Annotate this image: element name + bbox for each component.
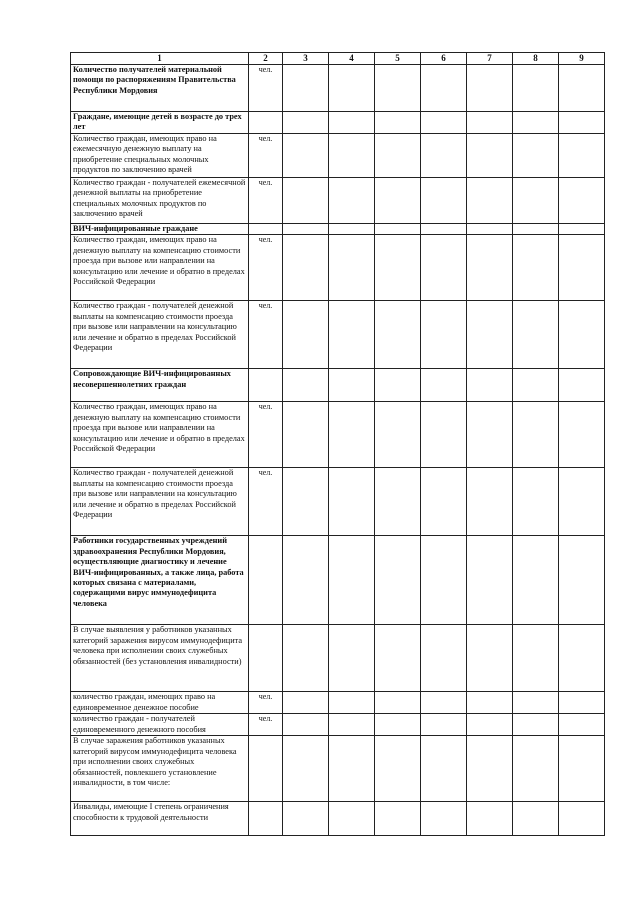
value-cell-col-6 bbox=[421, 692, 467, 714]
value-cell-col-3 bbox=[283, 112, 329, 134]
unit-cell bbox=[249, 736, 283, 802]
value-cell-col-9 bbox=[559, 692, 605, 714]
column-header-7: 7 bbox=[467, 53, 513, 65]
value-cell-col-8 bbox=[513, 65, 559, 112]
column-header-4: 4 bbox=[329, 53, 375, 65]
value-cell-col-4 bbox=[329, 301, 375, 369]
table-row bbox=[71, 301, 605, 369]
value-cell-col-4 bbox=[329, 224, 375, 235]
section-heading-cell: Работники государственных учреждений здравоохранения Республики Мордовия, осуществляющие диагностику и лечение ВИЧ-инфицированных, а также лица, работа которых связана с материалами, содержащими вирус иммунодефицита человека bbox=[71, 536, 249, 625]
value-cell-col-5 bbox=[375, 301, 421, 369]
value-cell-col-3 bbox=[283, 714, 329, 736]
value-cell-col-6 bbox=[421, 468, 467, 536]
value-cell-col-7 bbox=[467, 468, 513, 536]
value-cell-col-6 bbox=[421, 369, 467, 402]
value-cell-col-3 bbox=[283, 802, 329, 836]
value-cell-col-6 bbox=[421, 736, 467, 802]
table-row bbox=[71, 134, 605, 178]
value-cell-col-8 bbox=[513, 369, 559, 402]
table-row bbox=[71, 692, 605, 714]
indicator-name-cell: количество граждан, имеющих право на единовременное денежное пособие bbox=[71, 692, 249, 714]
unit-cell bbox=[249, 536, 283, 625]
value-cell-col-8 bbox=[513, 301, 559, 369]
value-cell-col-7 bbox=[467, 692, 513, 714]
value-cell-col-6 bbox=[421, 134, 467, 178]
value-cell-col-4 bbox=[329, 625, 375, 692]
table-row bbox=[71, 369, 605, 402]
value-cell-col-7 bbox=[467, 802, 513, 836]
value-cell-col-9 bbox=[559, 402, 605, 468]
value-cell-col-7 bbox=[467, 112, 513, 134]
value-cell-col-4 bbox=[329, 736, 375, 802]
value-cell-col-6 bbox=[421, 802, 467, 836]
value-cell-col-5 bbox=[375, 625, 421, 692]
unit-cell bbox=[249, 625, 283, 692]
value-cell-col-8 bbox=[513, 402, 559, 468]
value-cell-col-3 bbox=[283, 178, 329, 224]
value-cell-col-3 bbox=[283, 402, 329, 468]
indicator-name-cell: В случае заражения работников указанных категорий вирусом иммунодефицита человека при исполнении своих служебных обязанностей, повлекшего установление инвалидности, в том числе: bbox=[71, 736, 249, 802]
value-cell-col-6 bbox=[421, 65, 467, 112]
value-cell-col-6 bbox=[421, 112, 467, 134]
value-cell-col-9 bbox=[559, 536, 605, 625]
value-cell-col-8 bbox=[513, 112, 559, 134]
value-cell-col-6 bbox=[421, 178, 467, 224]
table-row bbox=[71, 112, 605, 134]
header-row bbox=[71, 53, 605, 65]
value-cell-col-9 bbox=[559, 301, 605, 369]
value-cell-col-3 bbox=[283, 625, 329, 692]
indicator-name-cell: Количество граждан - получателей денежной выплаты на компенсацию стоимости проезда при вызове или направлении на консультацию или лечение и обратно в пределах Российской Федерации bbox=[71, 468, 249, 536]
column-header-8: 8 bbox=[513, 53, 559, 65]
value-cell-col-8 bbox=[513, 802, 559, 836]
value-cell-col-5 bbox=[375, 235, 421, 301]
value-cell-col-4 bbox=[329, 402, 375, 468]
table-row bbox=[71, 178, 605, 224]
value-cell-col-9 bbox=[559, 65, 605, 112]
value-cell-col-4 bbox=[329, 536, 375, 625]
value-cell-col-7 bbox=[467, 402, 513, 468]
value-cell-col-8 bbox=[513, 468, 559, 536]
column-header-6: 6 bbox=[421, 53, 467, 65]
table-row bbox=[71, 235, 605, 301]
value-cell-col-9 bbox=[559, 235, 605, 301]
table-row bbox=[71, 224, 605, 235]
value-cell-col-6 bbox=[421, 402, 467, 468]
column-header-9: 9 bbox=[559, 53, 605, 65]
unit-cell bbox=[249, 224, 283, 235]
value-cell-col-5 bbox=[375, 134, 421, 178]
value-cell-col-4 bbox=[329, 134, 375, 178]
value-cell-col-4 bbox=[329, 468, 375, 536]
indicator-name-cell: Количество граждан - получателей денежной выплаты на компенсацию стоимости проезда при вызове или направлении на консультацию или лечение и обратно в пределах Российской Федерации bbox=[71, 301, 249, 369]
unit-cell: чел. bbox=[249, 178, 283, 224]
value-cell-col-9 bbox=[559, 625, 605, 692]
value-cell-col-9 bbox=[559, 714, 605, 736]
unit-cell: чел. bbox=[249, 65, 283, 112]
value-cell-col-3 bbox=[283, 369, 329, 402]
value-cell-col-3 bbox=[283, 468, 329, 536]
table-row bbox=[71, 714, 605, 736]
unit-cell: чел. bbox=[249, 134, 283, 178]
value-cell-col-3 bbox=[283, 692, 329, 714]
value-cell-col-9 bbox=[559, 224, 605, 235]
indicator-name-cell: Количество граждан, имеющих право на денежную выплату на компенсацию стоимости проезда при вызове или направлении на консультацию или лечение и обратно в пределах Российской Федерации bbox=[71, 402, 249, 468]
value-cell-col-8 bbox=[513, 714, 559, 736]
value-cell-col-6 bbox=[421, 625, 467, 692]
table-body bbox=[71, 65, 605, 836]
value-cell-col-7 bbox=[467, 65, 513, 112]
value-cell-col-7 bbox=[467, 178, 513, 224]
value-cell-col-9 bbox=[559, 112, 605, 134]
unit-cell bbox=[249, 112, 283, 134]
value-cell-col-9 bbox=[559, 134, 605, 178]
value-cell-col-5 bbox=[375, 468, 421, 536]
unit-cell: чел. bbox=[249, 235, 283, 301]
value-cell-col-3 bbox=[283, 536, 329, 625]
unit-cell: чел. bbox=[249, 692, 283, 714]
table-row bbox=[71, 536, 605, 625]
value-cell-col-5 bbox=[375, 536, 421, 625]
value-cell-col-9 bbox=[559, 369, 605, 402]
table-row bbox=[71, 65, 605, 112]
value-cell-col-6 bbox=[421, 714, 467, 736]
value-cell-col-5 bbox=[375, 65, 421, 112]
value-cell-col-8 bbox=[513, 224, 559, 235]
value-cell-col-9 bbox=[559, 736, 605, 802]
value-cell-col-7 bbox=[467, 235, 513, 301]
column-header-3: 3 bbox=[283, 53, 329, 65]
value-cell-col-9 bbox=[559, 468, 605, 536]
unit-cell bbox=[249, 369, 283, 402]
value-cell-col-8 bbox=[513, 536, 559, 625]
section-heading-cell: Граждане, имеющие детей в возрасте до трех лет bbox=[71, 112, 249, 134]
column-header-2: 2 bbox=[249, 53, 283, 65]
indicator-name-cell: количество граждан - получателей единовременного денежного пособия bbox=[71, 714, 249, 736]
value-cell-col-6 bbox=[421, 536, 467, 625]
value-cell-col-4 bbox=[329, 65, 375, 112]
value-cell-col-8 bbox=[513, 178, 559, 224]
value-cell-col-7 bbox=[467, 369, 513, 402]
unit-cell: чел. bbox=[249, 714, 283, 736]
indicator-name-cell: Количество граждан, имеющих право на ежемесячную денежную выплату на приобретение специальных молочных продуктов по заключению врачей bbox=[71, 134, 249, 178]
value-cell-col-4 bbox=[329, 178, 375, 224]
value-cell-col-3 bbox=[283, 134, 329, 178]
value-cell-col-7 bbox=[467, 301, 513, 369]
column-header-5: 5 bbox=[375, 53, 421, 65]
value-cell-col-5 bbox=[375, 736, 421, 802]
value-cell-col-3 bbox=[283, 736, 329, 802]
value-cell-col-9 bbox=[559, 802, 605, 836]
value-cell-col-8 bbox=[513, 692, 559, 714]
indicator-name-cell: Количество граждан, имеющих право на денежную выплату на компенсацию стоимости проезда при вызове или направлении на консультацию или лечение и обратно в пределах Российской Федерации bbox=[71, 235, 249, 301]
indicator-name-cell: Количество граждан - получателей ежемесячной денежной выплаты на приобретение специальных молочных продуктов по заключению врачей bbox=[71, 178, 249, 224]
value-cell-col-4 bbox=[329, 802, 375, 836]
value-cell-col-8 bbox=[513, 625, 559, 692]
value-cell-col-3 bbox=[283, 301, 329, 369]
value-cell-col-5 bbox=[375, 714, 421, 736]
value-cell-col-4 bbox=[329, 714, 375, 736]
value-cell-col-5 bbox=[375, 802, 421, 836]
value-cell-col-5 bbox=[375, 402, 421, 468]
table-row bbox=[71, 402, 605, 468]
value-cell-col-3 bbox=[283, 235, 329, 301]
unit-cell: чел. bbox=[249, 468, 283, 536]
value-cell-col-6 bbox=[421, 301, 467, 369]
section-heading-cell: Количество получателей материальной помощи по распоряжениям Правительства Республики Мордовия bbox=[71, 65, 249, 112]
indicator-name-cell: Инвалиды, имеющие I степень ограничения способности к трудовой деятельности bbox=[71, 802, 249, 836]
value-cell-col-6 bbox=[421, 235, 467, 301]
report-table bbox=[70, 52, 605, 836]
value-cell-col-7 bbox=[467, 714, 513, 736]
value-cell-col-7 bbox=[467, 224, 513, 235]
value-cell-col-6 bbox=[421, 224, 467, 235]
value-cell-col-8 bbox=[513, 235, 559, 301]
section-heading-cell: ВИЧ-инфицированные граждане bbox=[71, 224, 249, 235]
value-cell-col-5 bbox=[375, 112, 421, 134]
value-cell-col-4 bbox=[329, 692, 375, 714]
value-cell-col-7 bbox=[467, 736, 513, 802]
value-cell-col-4 bbox=[329, 369, 375, 402]
unit-cell: чел. bbox=[249, 402, 283, 468]
section-heading-cell: Сопровождающие ВИЧ-инфицированных несовершеннолетних граждан bbox=[71, 369, 249, 402]
value-cell-col-7 bbox=[467, 536, 513, 625]
value-cell-col-5 bbox=[375, 369, 421, 402]
value-cell-col-3 bbox=[283, 224, 329, 235]
table-row bbox=[71, 802, 605, 836]
value-cell-col-3 bbox=[283, 65, 329, 112]
value-cell-col-5 bbox=[375, 178, 421, 224]
value-cell-col-5 bbox=[375, 692, 421, 714]
value-cell-col-7 bbox=[467, 134, 513, 178]
value-cell-col-5 bbox=[375, 224, 421, 235]
value-cell-col-7 bbox=[467, 625, 513, 692]
value-cell-col-9 bbox=[559, 178, 605, 224]
value-cell-col-8 bbox=[513, 736, 559, 802]
value-cell-col-4 bbox=[329, 235, 375, 301]
value-cell-col-8 bbox=[513, 134, 559, 178]
column-header-1: 1 bbox=[71, 53, 249, 65]
indicator-name-cell: В случае выявления у работников указанных категорий заражения вирусом иммунодефицита человека при исполнении своих служебных обязанностей (без установления инвалидности) bbox=[71, 625, 249, 692]
unit-cell bbox=[249, 802, 283, 836]
table-row bbox=[71, 625, 605, 692]
unit-cell: чел. bbox=[249, 301, 283, 369]
table-row bbox=[71, 468, 605, 536]
table-row bbox=[71, 736, 605, 802]
value-cell-col-4 bbox=[329, 112, 375, 134]
